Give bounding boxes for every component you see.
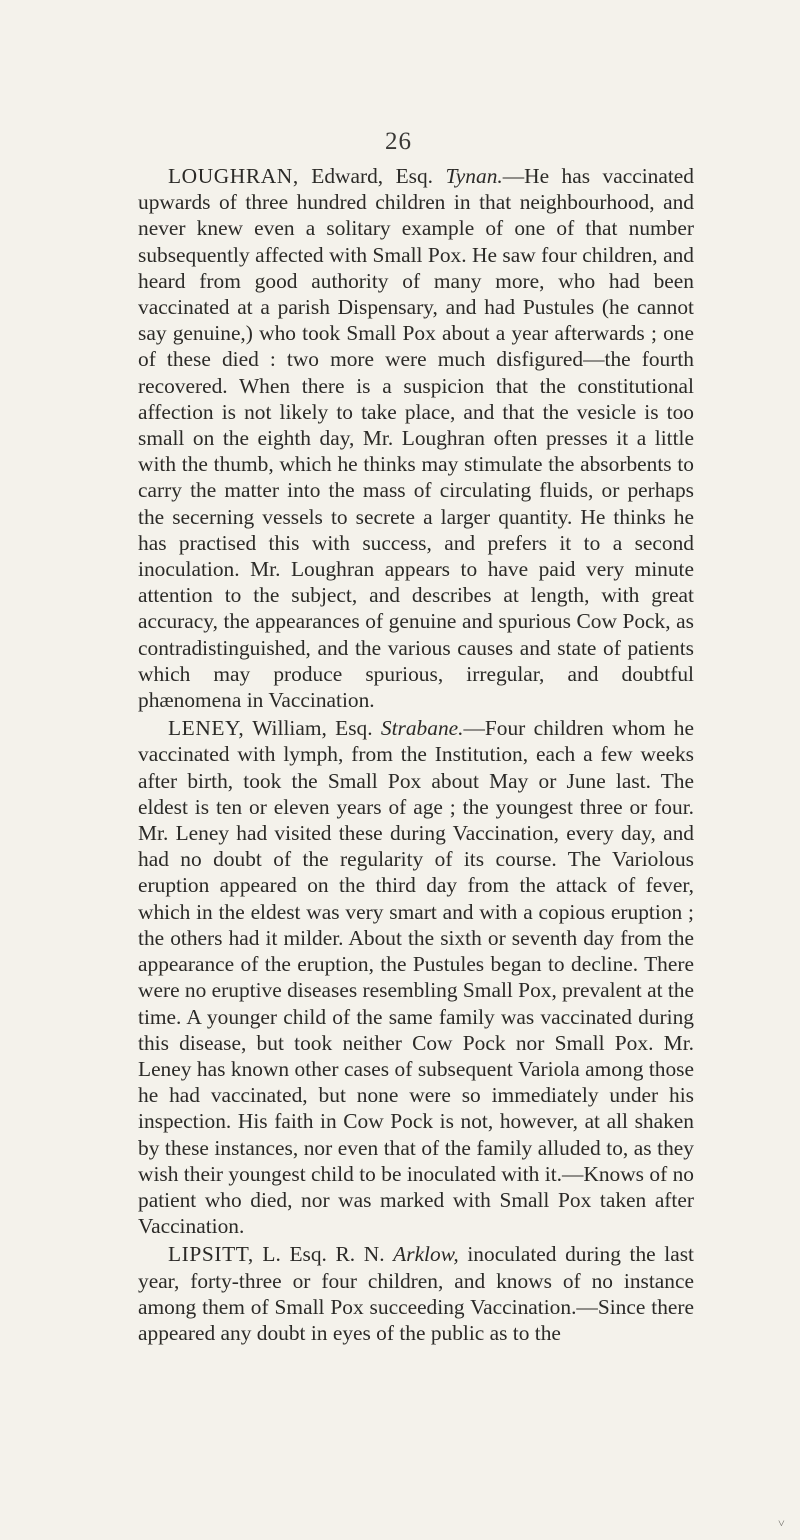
entry-text: —He has vaccinated upwards of three hundred children in that neighbourhood, and never knew even a solitary example of one of that number subsequently affected with Small Pox. He saw four children, and heard from good authority of many more, who had been vaccinated at a parish Dispensary, and had Pustules (he cannot say genuine,) who took Small Pox about a year afterwards ; one of these died : two more were much disfigured—the fourth recovered. When there is a suspicion that the constitutional affection is not likely to take place, and that the vesicle is too small on the eighth day, Mr. Loughran often presses it a little with the thumb, which he thinks may stimulate the absorbents to carry the matter into the mass of circulating fluids, or perhaps the secerning vessels to secrete a larger quantity. He thinks he has practised this with success, and prefers it to a second inoculation. Mr. Loughran appears to have paid very minute attention to the subject, and describes at length, with great accuracy, the appearances of genuine and spurious Cow Pock, as contradistinguished, and the various causes and state of patients which may produce spurious, irregular, and doubtful phænomena in Vaccination.: [138, 164, 694, 713]
entry-lipsitt: [138, 1241, 694, 1346]
entry-name: LENEY,: [168, 716, 245, 741]
entry-place: Arklow,: [393, 1242, 459, 1267]
entry-loughran: [138, 163, 694, 713]
catchword-mark: ˅: [778, 1516, 785, 1530]
entry-title: William, Esq.: [244, 716, 381, 741]
entry-title: L. Esq. R. N.: [253, 1242, 394, 1267]
entry-name: LIPSITT,: [168, 1242, 254, 1267]
entry-place: Tynan.: [445, 164, 503, 188]
entry-place: Strabane.: [380, 716, 464, 741]
entry-title: Edward, Esq.: [298, 164, 446, 188]
body-text: [138, 163, 694, 1346]
page-number: 26: [385, 128, 412, 155]
entry-leney: [138, 715, 694, 1239]
entry-text: inoculated during the last year, forty-three or four children, and knows of no instance among them of Small Pox succeeding Vaccination.—Since there appeared any doubt in eyes of the public as to the: [138, 1242, 694, 1345]
entry-text: —Four children whom he vaccinated with lymph, from the Institution, each a few weeks after birth, took the Small Pox about May or June last. The eldest is ten or eleven years of age ; the youngest three or four. Mr. Leney had visited these during Vaccination, every day, and had no doubt of the regularity of its course. The Variolous eruption appeared on the third day from the attack of fever, which in the eldest was very smart and with a copious eruption ; the others had it milder. About the sixth or seventh day from the appearance of the eruption, the Pustules began to decline. There were no eruptive diseases resembling Small Pox, prevalent at the time. A younger child of the same family was vaccinated during this disease, but took neither Cow Pock nor Small Pox. Mr. Leney has known other cases of subsequent Variola among those he had vaccinated, but none were so immediately under his inspection. His faith in Cow Pock is not, however, at all shaken by these instances, nor even that of the family alluded to, as they wish their youngest child to be inoculated with it.—Knows of no patient who died, nor was marked with Small Pox taken after Vaccination.: [138, 716, 694, 1239]
entry-name: LOUGHRAN,: [168, 164, 299, 188]
